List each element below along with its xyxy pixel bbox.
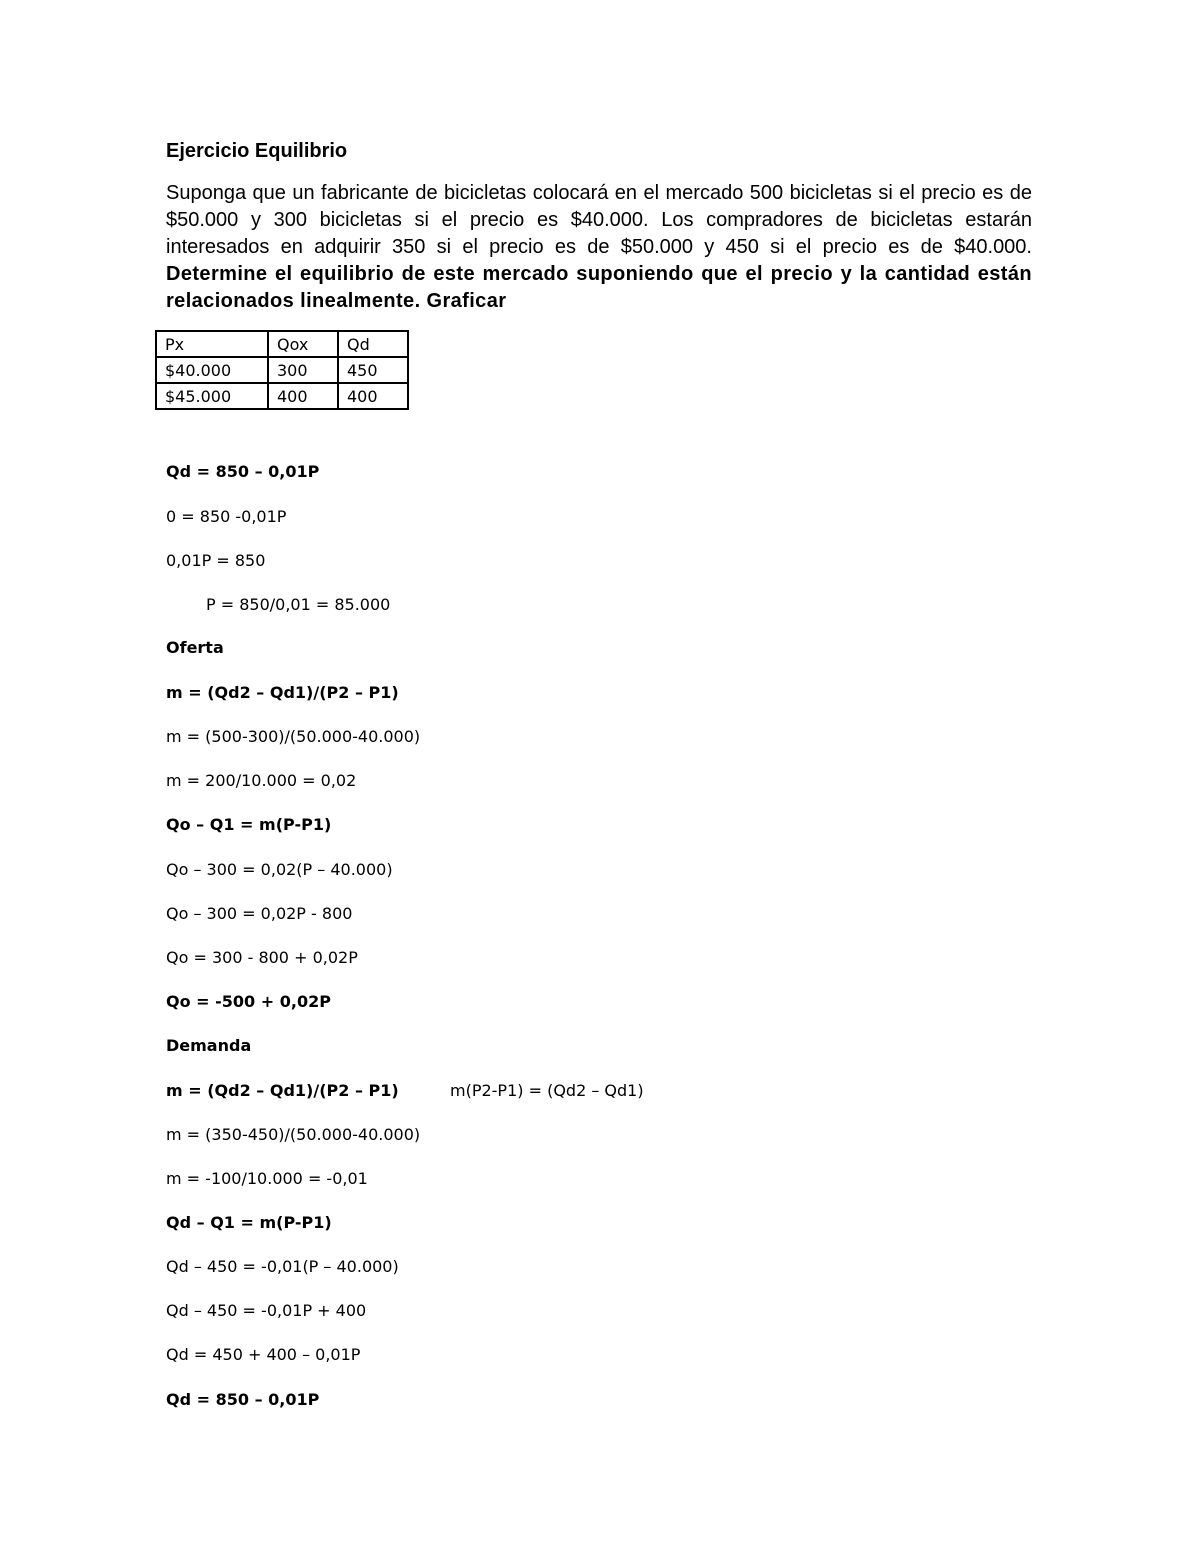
problem-instruction: Determine el equilibrio de este mercado suponiendo que el precio y la cantidad están relacionados linealmente. Graficar (166, 263, 1032, 312)
section-heading-oferta: Oferta (166, 638, 224, 657)
problem-statement (166, 180, 1032, 315)
equation-line: Qd – 450 = -0,01P + 400 (166, 1301, 367, 1320)
price-quantity-table (155, 330, 409, 410)
table-header-cell: Qd (338, 331, 408, 357)
table-cell: 400 (338, 383, 408, 409)
equation-line: m = (350-450)/(50.000-40.000) (166, 1125, 421, 1144)
equation-line: m = 200/10.000 = 0,02 (166, 771, 357, 790)
table-row (156, 357, 408, 383)
equation-line: Qo – 300 = 0,02P - 800 (166, 904, 353, 923)
table-cell: 300 (268, 357, 338, 383)
slope-formula: m = (Qd2 – Qd1)/(P2 – P1) (166, 683, 399, 702)
equation-line: Qd – 450 = -0,01(P – 40.000) (166, 1257, 399, 1276)
document-title: Ejercicio Equilibrio (166, 140, 348, 162)
supply-equation: Qo = -500 + 0,02P (166, 992, 331, 1011)
equation-line: m = -100/10.000 = -0,01 (166, 1169, 368, 1188)
point-slope-formula: Qo – Q1 = m(P-P1) (166, 815, 332, 834)
equation-line: 0 = 850 -0,01P (166, 507, 287, 526)
equation-line: P = 850/0,01 = 85.000 (206, 595, 391, 614)
demand-equation: Qd = 850 – 0,01P (166, 462, 320, 481)
equation-line: Qo = 300 - 800 + 0,02P (166, 948, 358, 967)
table-header-cell: Qox (268, 331, 338, 357)
slope-formula-alt: m(P2-P1) = (Qd2 – Qd1) (450, 1081, 644, 1100)
equation-line: 0,01P = 850 (166, 551, 266, 570)
point-slope-formula: Qd – Q1 = m(P-P1) (166, 1213, 332, 1232)
problem-text: Suponga que un fabricante de bicicletas colocará en el mercado 500 bicicletas si el precio es de $50.000 y 300 bicicletas si el precio es $40.000. Los compradores de bicicletas estarán interesados en adquirir 350 si el precio es de $50.000 y 450 si el precio es de $40.000. (166, 182, 1032, 258)
demand-equation-final: Qd = 850 – 0,01P (166, 1390, 320, 1409)
table-cell: $45.000 (156, 383, 268, 409)
section-heading-demanda: Demanda (166, 1036, 252, 1055)
slope-formula: m = (Qd2 – Qd1)/(P2 – P1) (166, 1081, 399, 1100)
table-cell: $40.000 (156, 357, 268, 383)
table-header-cell: Px (156, 331, 268, 357)
equation-line: Qo – 300 = 0,02(P – 40.000) (166, 860, 393, 879)
equation-line: m = (500-300)/(50.000-40.000) (166, 727, 421, 746)
table-row (156, 383, 408, 409)
table-header-row (156, 331, 408, 357)
table-cell: 400 (268, 383, 338, 409)
equation-line: Qd = 450 + 400 – 0,01P (166, 1345, 361, 1364)
table-cell: 450 (338, 357, 408, 383)
